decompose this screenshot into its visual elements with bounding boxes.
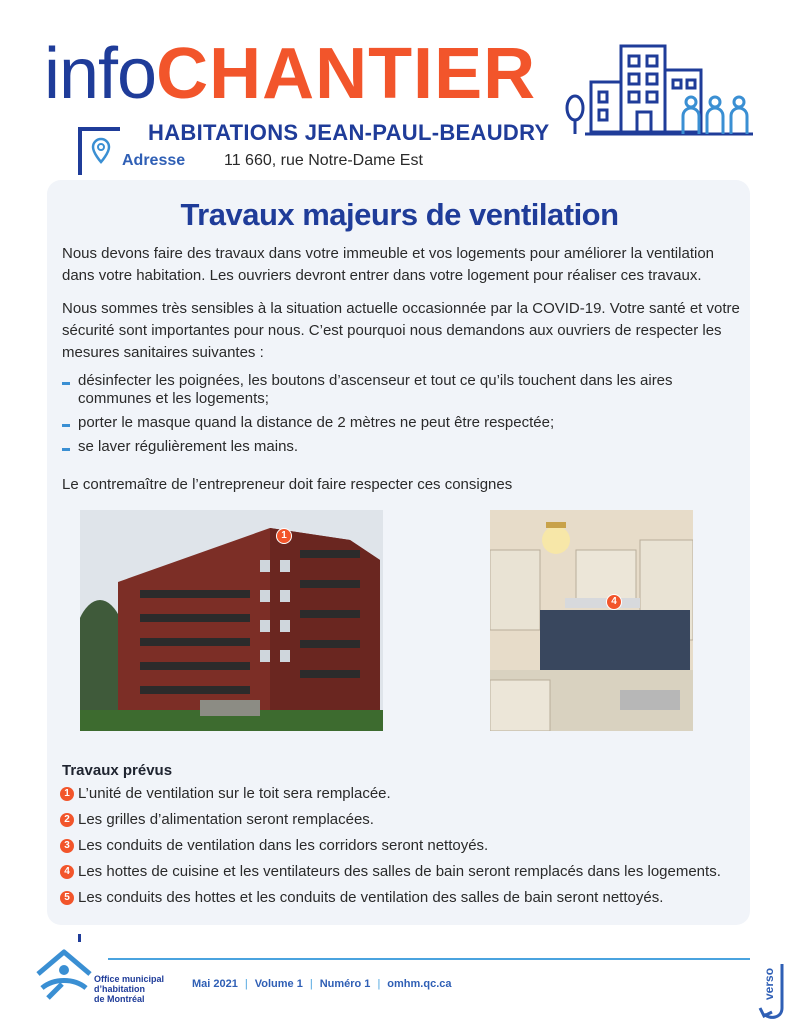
list-item: se laver régulièrement les mains. xyxy=(62,438,742,456)
number-badge: 5 xyxy=(60,891,74,905)
brand-title xyxy=(44,34,536,114)
covid-paragraph: Nous sommes très sensibles à la situation actuelle occasionnée par la COVID-19. Votre santé et votre sécurité sont importantes pour nous. C’est pourquoi nous demandons aux ouvriers de respecter les mesures sanitaires suivantes : xyxy=(62,300,740,361)
number-badge: 4 xyxy=(60,865,74,879)
location-pin-icon xyxy=(90,137,112,165)
foreman-paragraph: Le contremaître de l’entrepreneur doit faire respecter ces consignes xyxy=(62,476,513,493)
list-item: désinfecter les poignées, les boutons d’ascenseur et tout ce qu’ils touchent dans les aires communes et les logements; xyxy=(62,372,742,408)
intro-paragraph: Nous devons faire des travaux dans votre immeuble et vos logements pour améliorer la ventilation dans votre habitation. Les ouvriers devront entrer dans votre logement pour réaliser ces travaux. xyxy=(62,245,715,284)
verso-label[interactable]: verso xyxy=(762,967,776,1000)
footer-meta: Mai 2021 | Volume 1 | Numéro 1 | omhm.qc.ca xyxy=(192,978,452,990)
footer-divider xyxy=(108,958,750,960)
bullet-dash-icon xyxy=(62,448,70,451)
bullet-dash-icon xyxy=(62,382,70,385)
building-photo xyxy=(80,510,383,731)
page-title: Travaux majeurs de ventilation xyxy=(180,197,619,232)
footer-tick xyxy=(78,934,81,942)
omhm-name: Office municipal d’habitation de Montréal xyxy=(94,974,165,1004)
address-value: 11 660, rue Notre-Dame Est xyxy=(224,152,423,169)
photo-marker-1: 1 xyxy=(276,528,292,544)
list-item: 5 Les conduits des hottes et les conduits de ventilation des salles de bain seront nettoyés. xyxy=(60,889,750,907)
issue-volume: Volume 1 xyxy=(254,978,303,990)
issue-date: Mai 2021 xyxy=(192,978,238,990)
works-heading: Travaux prévus xyxy=(62,762,173,779)
website-link[interactable]: omhm.qc.ca xyxy=(387,978,452,990)
issue-number: Numéro 1 xyxy=(319,978,371,990)
bullet-dash-icon xyxy=(62,424,70,427)
list-item: 3 Les conduits de ventilation dans les corridors seront nettoyés. xyxy=(60,837,750,855)
kitchen-photo xyxy=(490,510,693,731)
brand-info: info xyxy=(44,34,157,114)
building-name: HABITATIONS JEAN-PAUL-BEAUDRY xyxy=(148,120,550,145)
photo-marker-4: 4 xyxy=(606,594,622,610)
list-item: 2 Les grilles d’alimentation seront remplacées. xyxy=(60,811,750,829)
brand-chantier: CHANTIER xyxy=(156,34,537,114)
list-item: 4 Les hottes de cuisine et les ventilateurs des salles de bain seront remplacés dans les logements. xyxy=(60,863,750,881)
number-badge: 2 xyxy=(60,813,74,827)
list-item: porter le masque quand la distance de 2 mètres ne peut être respectée; xyxy=(62,414,742,432)
number-badge: 1 xyxy=(60,787,74,801)
buildings-people-icon xyxy=(563,40,755,140)
address-label: Adresse xyxy=(122,152,186,169)
omhm-logo-icon xyxy=(34,944,96,1002)
list-item: 1 L’unité de ventilation sur le toit sera remplacée. xyxy=(60,785,750,803)
number-badge: 3 xyxy=(60,839,74,853)
sanitary-measures-list xyxy=(62,372,742,462)
works-list xyxy=(60,785,750,915)
